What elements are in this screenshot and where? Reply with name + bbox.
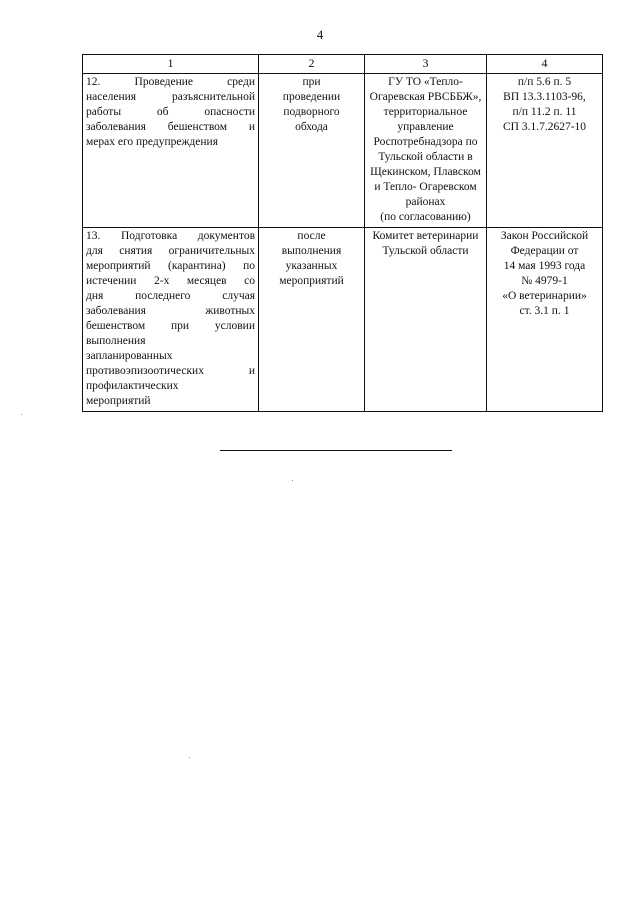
cell-text-line: заболевания животных	[86, 305, 255, 317]
closing-rule	[220, 450, 452, 451]
cell-text-line: 13. Подготовка документов	[86, 230, 255, 242]
cell-text-line: мероприятий (карантина) по	[86, 260, 255, 272]
cell-text-line: подворного	[283, 106, 340, 118]
cell-text-line: 14 мая 1993 года	[503, 260, 586, 272]
cell-text-line: выполнения	[281, 245, 342, 257]
measure-cell	[83, 228, 259, 412]
cell-text-line: 12. Проведение среди	[86, 76, 255, 88]
cell-text-line: для снятия ограничительных	[86, 245, 255, 257]
cell-text-line: профилактических	[86, 380, 179, 392]
cell-text-line: «О ветеринарии»	[502, 290, 587, 302]
scan-speck	[21, 414, 22, 415]
cell-text-line: Тульской области	[382, 245, 469, 257]
cell-text-line: ст. 3.1 п. 1	[519, 305, 570, 317]
timing-cell	[259, 228, 365, 412]
cell-text-line: обхода	[295, 121, 328, 133]
page-number: 4	[316, 27, 324, 42]
cell-text-line: п/п 5.6 п. 5	[517, 76, 572, 88]
cell-text-line: мероприятий	[86, 395, 151, 407]
basis-cell	[487, 74, 603, 228]
cell-text-line: районах	[405, 196, 446, 208]
cell-text-line: запланированных	[86, 350, 173, 362]
table-row	[83, 228, 603, 412]
cell-text-line: выполнения	[86, 335, 146, 347]
cell-text-line: Щекинском, Плавском	[370, 166, 481, 178]
cell-text-line: Федерации от	[510, 245, 579, 257]
cell-text-line: дня последнего случая	[86, 290, 255, 302]
cell-text-line: населения разъяснительной	[86, 91, 255, 103]
responsible-cell	[365, 228, 487, 412]
column-header-4: 4	[487, 55, 603, 74]
timing-cell	[259, 74, 365, 228]
cell-text-line: и Тепло- Огаревском	[374, 181, 477, 193]
cell-text-line: противоэпизоотических и	[86, 365, 255, 377]
cell-text-line: территориальное	[383, 106, 468, 118]
cell-text-line: (по согласованию)	[380, 211, 471, 223]
cell-text-line: работы об опасности	[86, 106, 255, 118]
cell-text-line: Роспотребнадзора по	[373, 136, 478, 148]
cell-text-line: заболевания бешенством и	[86, 121, 255, 133]
cell-text-line: Комитет ветеринарии	[372, 230, 479, 242]
cell-text-line: мерах его предупреждения	[86, 136, 218, 148]
measures-table	[82, 54, 603, 412]
cell-text-line: указанных	[285, 260, 338, 272]
cell-text-line: Огаревская РВСББЖ»,	[369, 91, 482, 103]
cell-text-line: № 4979-1	[521, 275, 568, 287]
cell-text-line: после	[297, 230, 326, 242]
table-row	[83, 74, 603, 228]
scan-speck	[189, 757, 190, 758]
column-header-2: 2	[259, 55, 365, 74]
basis-cell	[487, 228, 603, 412]
cell-text-line: ВП 13.3.1103-96,	[503, 91, 586, 103]
column-header-3: 3	[365, 55, 487, 74]
measure-cell	[83, 74, 259, 228]
table-header-row	[83, 55, 603, 74]
cell-text-line: при	[302, 76, 321, 88]
cell-text-line: мероприятий	[279, 275, 344, 287]
cell-text-line: п/п 11.2 п. 11	[512, 106, 577, 118]
cell-text-line: бешенством при условии	[86, 320, 255, 332]
cell-text-line: управление	[397, 121, 454, 133]
scan-speck	[292, 480, 293, 481]
column-header-1: 1	[83, 55, 259, 74]
cell-text-line: проведении	[282, 91, 341, 103]
cell-text-line: СП 3.1.7.2627-10	[502, 121, 587, 133]
cell-text-line: ГУ ТО «Тепло-	[388, 76, 463, 88]
cell-text-line: Тульской области в	[378, 151, 473, 163]
cell-text-line: истечении 2-х месяцев со	[86, 275, 255, 287]
cell-text-line: Закон Российской	[500, 230, 589, 242]
responsible-cell	[365, 74, 487, 228]
